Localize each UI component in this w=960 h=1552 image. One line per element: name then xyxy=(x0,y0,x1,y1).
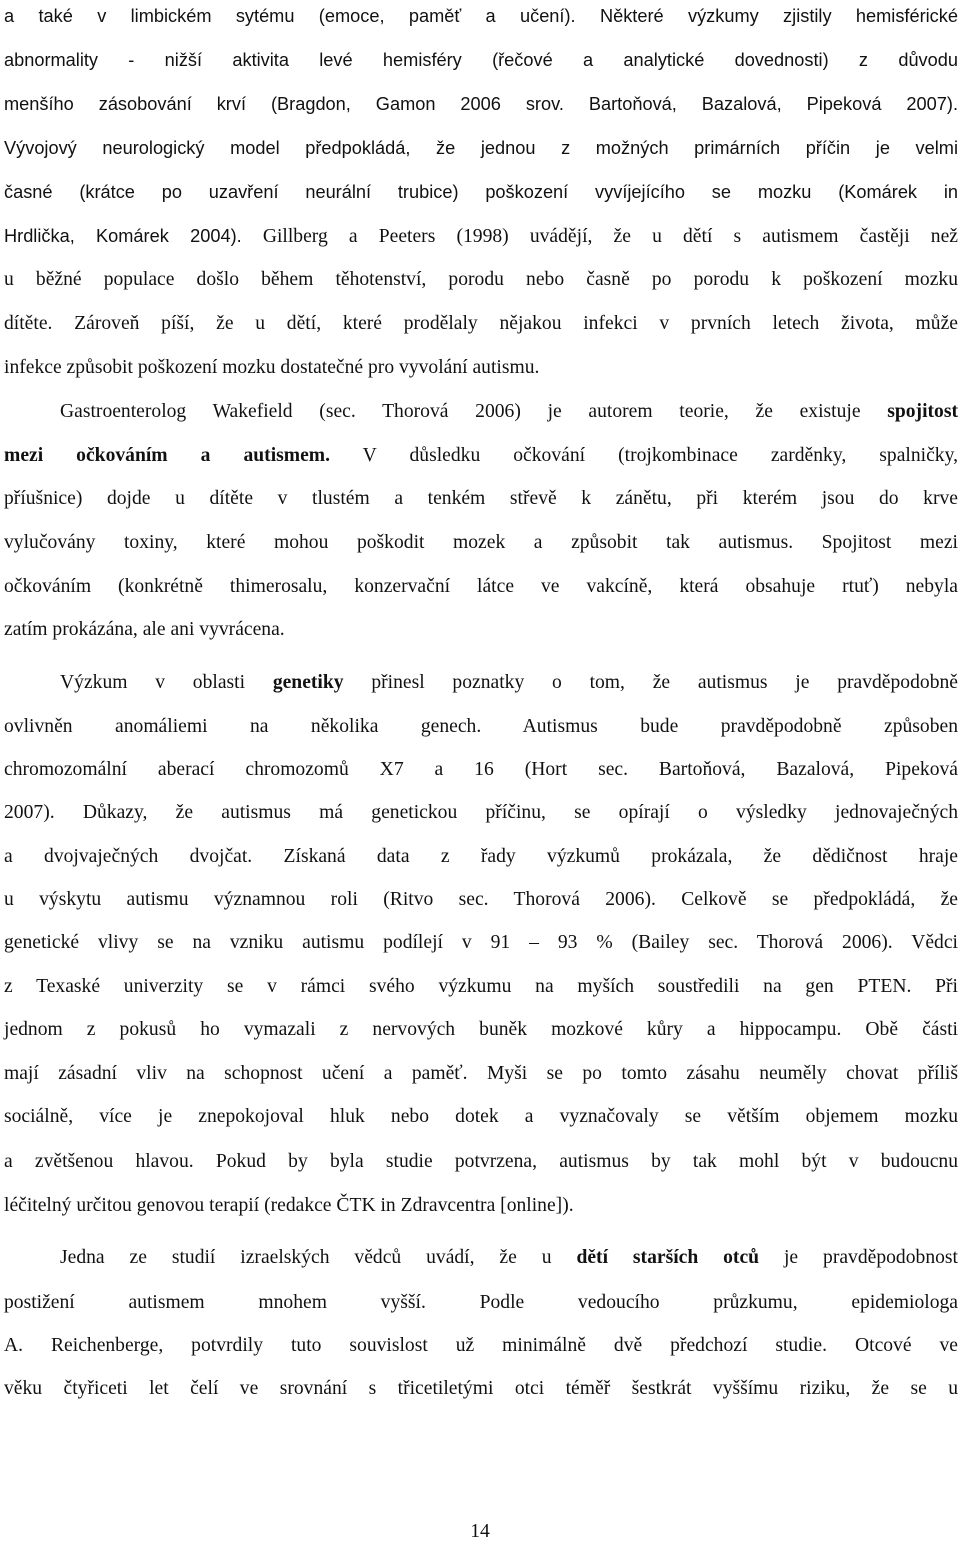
text-line: u běžné populace došlo během těhotenství, porodu nebo časně po porodu k poškození mozku xyxy=(4,269,958,290)
text-line: genetické vlivy se na vzniku autismu podílejí v 91 – 93 % (Bailey sec. Thorová 2006). Vědci xyxy=(4,932,958,953)
text-line: chromozomální aberací chromozomů X7 a 16 (Hort sec. Bartoňová, Bazalová, Pipeková xyxy=(4,759,958,780)
page-number: 14 xyxy=(470,1521,490,1542)
text-line: mezi očkováním a autismem. V důsledku očkování (trojkombinace zarděnky, spalničky, xyxy=(4,445,958,466)
emphasis-text: mezi očkováním a autismem. xyxy=(4,445,330,466)
text-line: menšího zásobování krví (Bragdon, Gamon 2006 srov. Bartoňová, Bazalová, Pipeková 2007). xyxy=(4,94,958,114)
text-line: A. Reichenberge, potvrdily tuto souvislost už minimálně dvě předchozí studie. Otcové ve xyxy=(4,1335,958,1356)
emphasis-text: genetiky xyxy=(272,672,344,693)
emphasis-text: spojitost xyxy=(887,401,958,422)
text-line: časné (krátce po uzavření neurální trubice) poškození vyvíjejícího se mozku (Komárek in xyxy=(4,182,958,202)
text-line: postižení autismem mnohem vyšší. Podle vedoucího průzkumu, epidemiologa xyxy=(4,1292,958,1313)
text-line: a také v limbickém sytému (emoce, paměť a učení). Některé výzkumy zjistily hemisférické xyxy=(4,6,958,26)
text-line: příušnice) dojde u dítěte v tlustém a tenkém střevě k zánětu, při kterém jsou do krve xyxy=(4,488,958,509)
text-line: a dvojvaječných dvojčat. Získaná data z řady výzkumů prokázala, že dědičnost hraje xyxy=(4,846,958,867)
text-line: Vývojový neurologický model předpokládá, že jednou z možných primárních příčin je velmi xyxy=(4,138,958,158)
text-line: vylučovány toxiny, které mohou poškodit mozek a způsobit tak autismus. Spojitost mezi xyxy=(4,532,958,553)
text-line: očkováním (konkrétně thimerosalu, konzervační látce ve vakcíně, která obsahuje rtuť) nebyla xyxy=(4,576,958,597)
text-line: jednom z pokusů ho vymazali z nervových buněk mozkové kůry a hippocampu. Obě části xyxy=(4,1019,958,1040)
text-line: Gastroenterolog Wakefield (sec. Thorová 2006) je autorem teorie, že existuje spojitost xyxy=(60,401,958,422)
text-line: ovlivněn anomáliemi na několika genech. Autismus bude pravděpodobně způsoben xyxy=(4,716,958,737)
text-line: věku čtyřiceti let čelí ve srovnání s třicetiletými otci téměř šestkrát vyššímu riziku, že se u xyxy=(4,1378,958,1399)
text-line: z Texaské univerzity se v rámci svého výzkumu na myších soustředili na gen PTEN. Při xyxy=(4,976,958,997)
text-line: a zvětšenou hlavou. Pokud by byla studie potvrzena, autismus by tak mohl být v budoucnu xyxy=(4,1151,958,1172)
emphasis-text: dětí starších otců xyxy=(576,1247,760,1268)
text-line: u výskytu autismu významnou roli (Ritvo sec. Thorová 2006). Celkově se předpokládá, že xyxy=(4,889,958,910)
text-line: abnormality - nižší aktivita levé hemisféry (řečové a analytické dovednosti) z důvodu xyxy=(4,50,958,70)
text-line: Hrdlička, Komárek 2004). Gillberg a Peeters (1998) uvádějí, že u dětí s autismem častěji než xyxy=(4,226,958,247)
text-line: léčitelný určitou genovou terapií (redakce ČTK in Zdravcentra [online]). xyxy=(4,1195,574,1216)
text-line: mají zásadní vliv na schopnost učení a paměť. Myši se po tomto zásahu neuměly chovat příliš xyxy=(4,1063,958,1084)
text-line: zatím prokázána, ale ani vyvrácena. xyxy=(4,619,285,640)
text-line: Výzkum v oblasti genetiky přinesl poznatky o tom, že autismus je pravděpodobně xyxy=(60,672,958,693)
text-line: infekce způsobit poškození mozku dostatečné pro vyvolání autismu. xyxy=(4,357,540,378)
text-line: Jedna ze studií izraelských vědců uvádí, že u dětí starších otců je pravděpodobnost xyxy=(60,1247,958,1268)
text-line: sociálně, více je znepokojoval hluk nebo dotek a vyznačovaly se větším objemem mozku xyxy=(4,1106,958,1127)
text-line: 2007). Důkazy, že autismus má genetickou příčinu, se opírají o výsledky jednovaječných xyxy=(4,802,958,823)
text-line: dítěte. Zároveň píší, že u dětí, které prodělaly nějakou infekci v prvních letech života, může xyxy=(4,313,958,334)
